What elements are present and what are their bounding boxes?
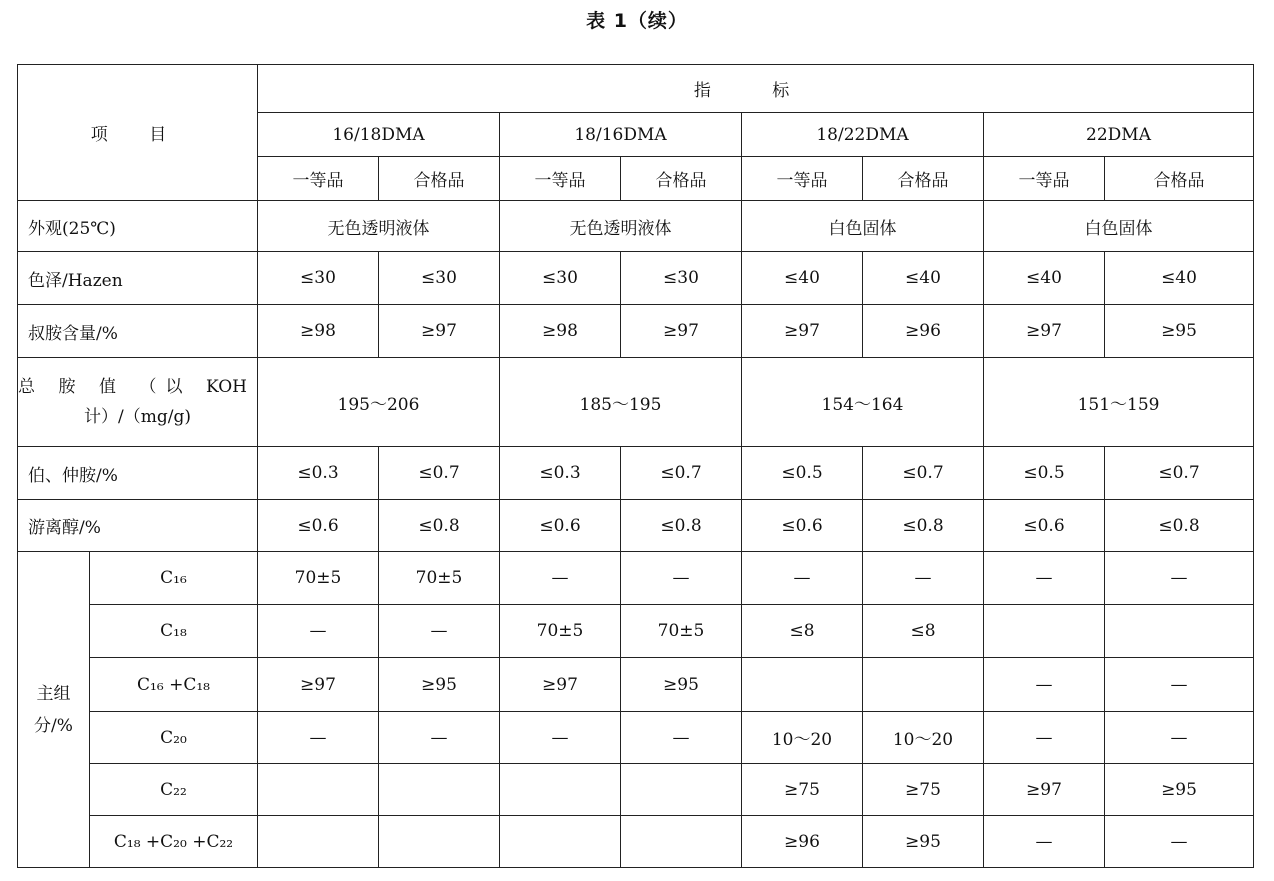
- table-cell: [258, 764, 379, 816]
- table-cell: 白色固体: [984, 201, 1254, 252]
- table-cell: 185～195: [500, 358, 742, 447]
- grade-header: 合格品: [863, 157, 984, 201]
- table-cell: ≥95: [621, 658, 742, 712]
- table-cell: [379, 816, 500, 868]
- table-cell: ≥97: [742, 305, 863, 358]
- table-cell: ≤30: [258, 252, 379, 305]
- table-cell: ≥96: [863, 305, 984, 358]
- table-cell: ≥97: [984, 764, 1105, 816]
- component-name: C₁₈ +C₂₀ +C₂₂: [90, 816, 258, 868]
- table-cell: ≤0.6: [984, 500, 1105, 552]
- row-label: 外观(25℃): [18, 201, 258, 252]
- table-cell: ≤0.6: [500, 500, 621, 552]
- product-header: 18/16DMA: [500, 113, 742, 157]
- table-cell: —: [984, 816, 1105, 868]
- table-cell: 10～20: [863, 712, 984, 764]
- table-row-composition: [18, 816, 1254, 868]
- table-row-composition: [18, 764, 1254, 816]
- table-cell: ≤40: [742, 252, 863, 305]
- table-cell: ≥95: [863, 816, 984, 868]
- table-cell: ≥96: [742, 816, 863, 868]
- row-label-line2: 计）/（mg/g): [84, 407, 191, 427]
- table-cell: 10～20: [742, 712, 863, 764]
- table-cell: —: [863, 552, 984, 605]
- table-cell: [379, 764, 500, 816]
- table-cell: ≤0.7: [863, 447, 984, 500]
- table-cell: [621, 764, 742, 816]
- table-cell: [621, 816, 742, 868]
- table-cell: —: [379, 605, 500, 658]
- row-label: 伯、仲胺/%: [18, 447, 258, 500]
- table-cell: ≤40: [863, 252, 984, 305]
- table-cell: 195～206: [258, 358, 500, 447]
- table-cell: ≥75: [742, 764, 863, 816]
- table-cell: 无色透明液体: [258, 201, 500, 252]
- row-label: 色泽/Hazen: [18, 252, 258, 305]
- component-name: C₁₆ +C₁₈: [90, 658, 258, 712]
- table-cell: 151～159: [984, 358, 1254, 447]
- table-cell: [984, 605, 1105, 658]
- header-row-indicator: [18, 65, 1254, 113]
- grade-header: 合格品: [1105, 157, 1254, 201]
- product-header: 16/18DMA: [258, 113, 500, 157]
- table-cell: 白色固体: [742, 201, 984, 252]
- table-cell: 70±5: [500, 605, 621, 658]
- table-cell: ≤40: [1105, 252, 1254, 305]
- table-cell: ≥97: [621, 305, 742, 358]
- table-cell: [742, 658, 863, 712]
- table-cell: ≤8: [863, 605, 984, 658]
- item-header: 项 目: [18, 65, 258, 201]
- component-name: C₁₆: [90, 552, 258, 605]
- table-cell: [1105, 605, 1254, 658]
- table-cell: ≤30: [379, 252, 500, 305]
- table-cell: 70±5: [258, 552, 379, 605]
- table-cell: 70±5: [379, 552, 500, 605]
- table-cell: ≥97: [258, 658, 379, 712]
- table-cell: ≤0.8: [863, 500, 984, 552]
- table-cell: —: [500, 552, 621, 605]
- row-label: [18, 358, 258, 447]
- table-row-composition: [18, 605, 1254, 658]
- table-cell: [258, 816, 379, 868]
- composition-label: [18, 552, 90, 868]
- row-label: 叔胺含量/%: [18, 305, 258, 358]
- component-name: C₂₂: [90, 764, 258, 816]
- table-cell: —: [258, 712, 379, 764]
- table-row-composition: [18, 552, 1254, 605]
- component-name: C₂₀: [90, 712, 258, 764]
- table-row-composition: [18, 712, 1254, 764]
- table-cell: ≥98: [258, 305, 379, 358]
- table-cell: ≤0.7: [621, 447, 742, 500]
- table-cell: —: [1105, 712, 1254, 764]
- table-cell: ≤0.5: [984, 447, 1105, 500]
- table-cell: ≤0.3: [500, 447, 621, 500]
- table-row-appearance: [18, 201, 1254, 252]
- product-header: 22DMA: [984, 113, 1254, 157]
- table-cell: ≥97: [379, 305, 500, 358]
- table-cell: ≤0.6: [742, 500, 863, 552]
- table-row-primary-secondary: [18, 447, 1254, 500]
- table-cell: —: [742, 552, 863, 605]
- table-cell: ≤0.5: [742, 447, 863, 500]
- table-cell: ≤0.7: [1105, 447, 1254, 500]
- table-cell: —: [984, 552, 1105, 605]
- grade-header: 一等品: [500, 157, 621, 201]
- table-cell: ≥95: [1105, 305, 1254, 358]
- grade-header: 一等品: [258, 157, 379, 201]
- table-cell: —: [258, 605, 379, 658]
- row-label-line1: 总 胺 值 （以 KOH: [18, 377, 247, 397]
- table-cell: ≥97: [984, 305, 1105, 358]
- table-cell: ≤0.8: [1105, 500, 1254, 552]
- table-cell: —: [984, 712, 1105, 764]
- table-cell: —: [621, 712, 742, 764]
- table-cell: —: [1105, 658, 1254, 712]
- indicator-header: 指 标: [258, 65, 1254, 113]
- table-cell: ≤0.8: [621, 500, 742, 552]
- grade-header: 一等品: [984, 157, 1105, 201]
- table-cell: —: [984, 658, 1105, 712]
- table-row-total-amine: [18, 358, 1254, 447]
- table-cell: 无色透明液体: [500, 201, 742, 252]
- table-row-composition: [18, 658, 1254, 712]
- grade-header: 合格品: [379, 157, 500, 201]
- table-cell: [863, 658, 984, 712]
- table-cell: ≤0.3: [258, 447, 379, 500]
- table-cell: ≤0.6: [258, 500, 379, 552]
- table-cell: ≤0.7: [379, 447, 500, 500]
- table-cell: 154～164: [742, 358, 984, 447]
- specification-table: [17, 64, 1254, 868]
- table-cell: [500, 764, 621, 816]
- table-cell: —: [1105, 552, 1254, 605]
- product-header: 18/22DMA: [742, 113, 984, 157]
- row-label: 游离醇/%: [18, 500, 258, 552]
- table-cell: ≥98: [500, 305, 621, 358]
- table-cell: ≥95: [379, 658, 500, 712]
- table-cell: ≥97: [500, 658, 621, 712]
- table-cell: —: [500, 712, 621, 764]
- table-cell: 70±5: [621, 605, 742, 658]
- table-cell: ≤30: [621, 252, 742, 305]
- composition-label-line2: 分/%: [34, 715, 73, 736]
- table-cell: ≤30: [500, 252, 621, 305]
- table-cell: ≥75: [863, 764, 984, 816]
- table-cell: [500, 816, 621, 868]
- table-cell: ≤0.8: [379, 500, 500, 552]
- table-row-free-alcohol: [18, 500, 1254, 552]
- table-cell: —: [1105, 816, 1254, 868]
- grade-header: 一等品: [742, 157, 863, 201]
- table-row-color: [18, 252, 1254, 305]
- grade-header: 合格品: [621, 157, 742, 201]
- table-cell: ≤40: [984, 252, 1105, 305]
- table-row-tertiary-amine: [18, 305, 1254, 358]
- component-name: C₁₈: [90, 605, 258, 658]
- table-cell: ≤8: [742, 605, 863, 658]
- table-cell: —: [621, 552, 742, 605]
- table-title: 表 1（续）: [586, 10, 688, 32]
- table-cell: —: [379, 712, 500, 764]
- composition-label-line1: 主组: [36, 683, 71, 704]
- table-cell: ≥95: [1105, 764, 1254, 816]
